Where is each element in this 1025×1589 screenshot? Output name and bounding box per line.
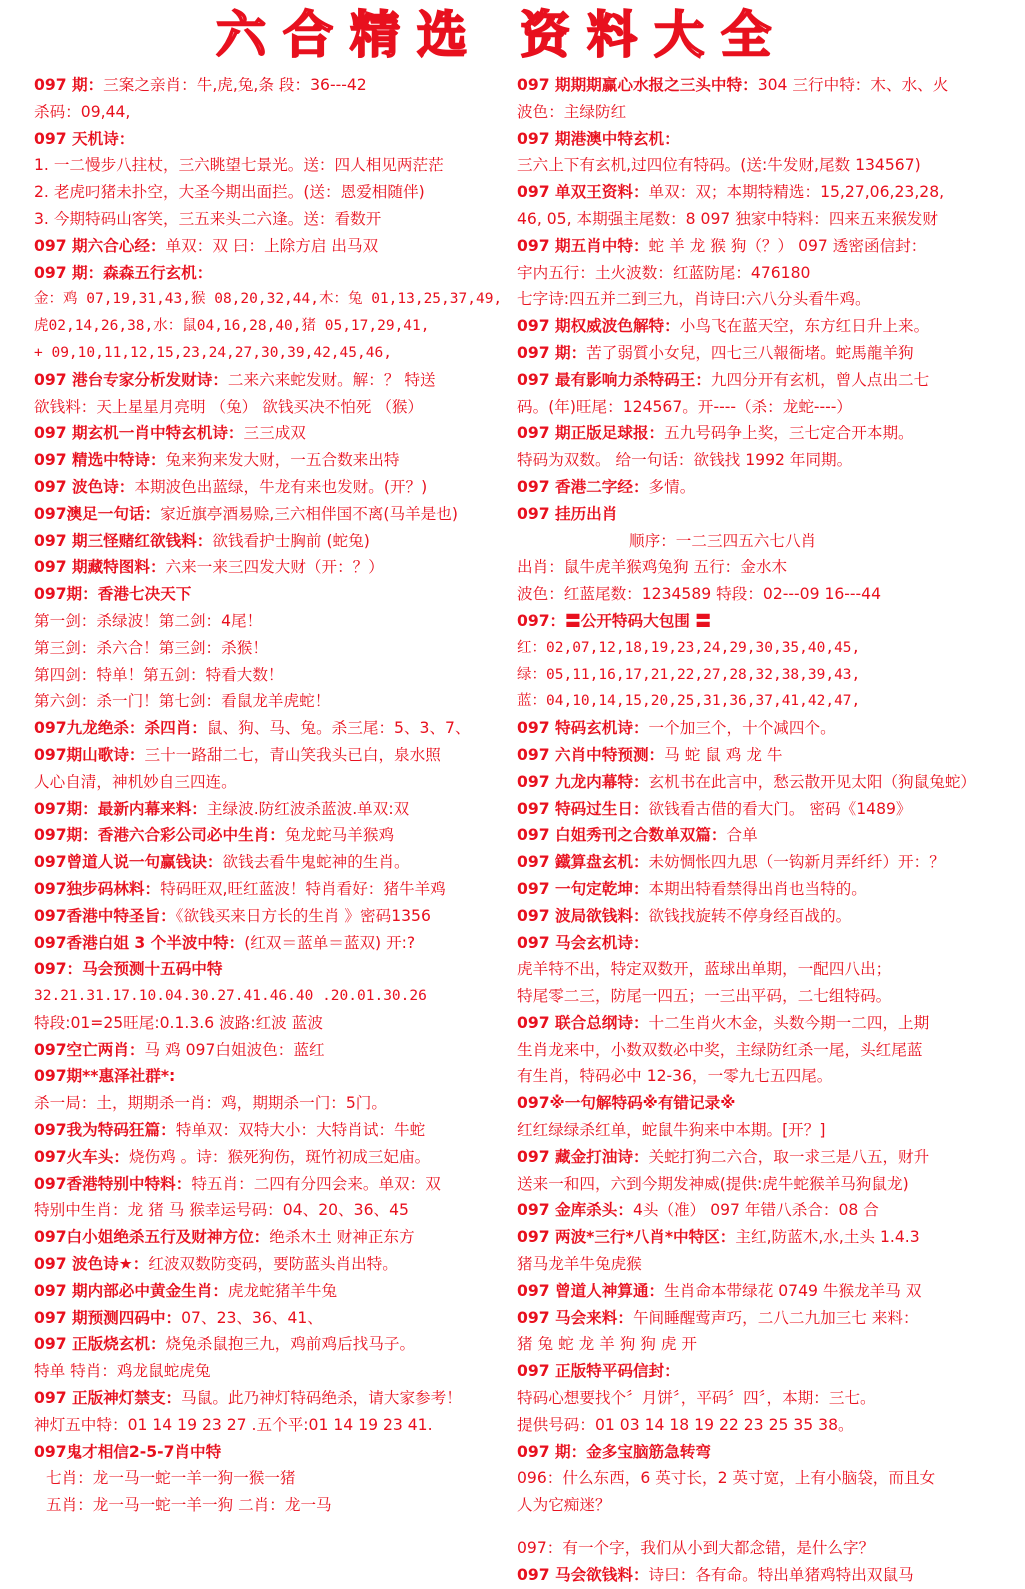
left-text-line xyxy=(34,152,522,179)
line-text: + 09,10,11,12,15,23,24,27,30,39,42,45,46, xyxy=(34,344,392,361)
line-text: 生肖龙来中，小数双数必中奖，主绿防红杀一尾，头红尾蓝 xyxy=(517,1040,923,1059)
line-text: 欲钱料：天上星星月亮明 （兔） 欲钱买决不怕死 （猴） xyxy=(34,397,424,416)
line-heading: 097 正版特平码信封： xyxy=(517,1362,680,1381)
right-text-line xyxy=(517,1535,997,1562)
line-heading: 097独步码林料： xyxy=(34,879,161,898)
right-text-line xyxy=(517,99,997,126)
line-text: 三六上下有玄机,过四位有特码。(送:牛发财,尾数 134567) xyxy=(517,156,921,175)
line-text: 三案之亲肖：牛,虎,兔,条 段：36---42 xyxy=(103,76,367,94)
line-heading: 097 期六合心经： xyxy=(34,236,166,255)
right-text-line xyxy=(517,769,997,796)
line-text: 本期出特看禁得出肖也当特的。 xyxy=(648,879,867,898)
line-text: 九四分开有玄机，曾人点出二七 xyxy=(710,370,930,389)
line-text: 4头（准） 097 年错八杀合：08 合 xyxy=(632,1201,879,1220)
line-text: 欲钱去看牛鬼蛇神的生肖。 xyxy=(222,853,410,872)
line-text: 猪 兔 蛇 龙 羊 狗 狗 虎 开 xyxy=(517,1335,697,1354)
line-heading: 097 六肖中特预测： xyxy=(517,745,665,764)
line-heading: 097我为特码狂篇： xyxy=(34,1121,176,1140)
right-text-line xyxy=(517,1331,997,1358)
title-char: 全 xyxy=(721,5,771,64)
page-title xyxy=(0,6,1025,64)
right-text-line xyxy=(517,822,997,849)
line-text: 特码心想要找个〞月饼〞，平码〞四〞，本期：三七。 xyxy=(517,1389,876,1408)
line-text: 主红,防蓝木,水,土头 1.4.3 xyxy=(735,1228,920,1247)
left-text-line xyxy=(34,1492,522,1519)
line-text: 宇内五行：土火波数：红蓝防尾：476180 xyxy=(517,263,811,282)
line-text: 1. 一二慢步八拄杖，三六眺望七景光。送：四人相见两茫茫 xyxy=(34,156,444,175)
line-text: 特码旺双,旺红蓝波！特肖看好：猪牛羊鸡 xyxy=(160,879,446,898)
left-text-line xyxy=(34,554,522,581)
line-heading: 097 波局欲钱料： xyxy=(517,906,649,925)
line-text: 人心自清，神机妙自三四连。 xyxy=(34,772,237,791)
left-text-line xyxy=(34,983,522,1010)
right-text-line xyxy=(517,1224,997,1251)
line-heading: 097 联合总纲诗： xyxy=(517,1013,649,1032)
line-heading: 097期：香港六合彩公司必中生肖： xyxy=(34,826,285,845)
line-text: 虎龙蛇猪羊牛兔 xyxy=(227,1281,338,1300)
right-text-line xyxy=(517,394,997,421)
line-text: 玄机书在此言中，愁云散开见太阳（狗鼠兔蛇） xyxy=(648,772,977,791)
line-text: 红波双数防变码，要防蓝头肖出特。 xyxy=(148,1255,398,1274)
line-text: 三三成双 xyxy=(243,424,306,443)
line-text: 46, 05, 本期强主尾数：8 097 独家中特料：四来五来猴发财 xyxy=(517,209,938,228)
line-text: 一个加三个，十个减四个。 xyxy=(648,719,836,738)
left-text-line xyxy=(34,1465,522,1492)
line-text: 欲钱看古借的看大门。 密码《1489》 xyxy=(648,799,912,818)
right-text-line xyxy=(517,179,997,206)
right-text-line xyxy=(517,420,997,447)
line-heading: 097 港台专家分析发财诗： xyxy=(34,370,228,389)
line-heading: 097※一句解特码※有错记录※ xyxy=(517,1094,736,1113)
line-heading: 097 期三怪赌红欲钱料： xyxy=(34,531,213,550)
right-text-line xyxy=(517,340,997,367)
line-text: 鼠、狗、马、兔。杀三尾：5、3、7、 xyxy=(206,719,471,738)
line-heading: 097鬼才相信2-5-7肖中特 xyxy=(34,1442,222,1461)
line-text: 合单 xyxy=(726,826,758,845)
line-text: 本期波色出蓝绿，牛龙有来也发财。(开？) xyxy=(134,477,428,496)
line-text: 绿：05,11,16,17,21,22,27,28,32,38,39,43, xyxy=(517,666,861,683)
line-heading: 097 九龙内幕特： xyxy=(517,772,649,791)
left-text-line xyxy=(34,1251,522,1278)
line-heading: 097 期：森森五行玄机： xyxy=(34,263,213,282)
line-text: 07、23、36、41、 xyxy=(181,1308,323,1327)
left-text-line xyxy=(34,608,522,635)
line-heading: 097期**惠泽社群*: xyxy=(34,1067,176,1086)
right-text-line xyxy=(517,876,997,903)
left-text-line xyxy=(34,715,522,742)
left-text-line xyxy=(34,72,522,99)
line-heading: 097 金库杀头： xyxy=(517,1201,633,1220)
line-heading: 097 最有影响力杀特码王： xyxy=(517,370,711,389)
right-text-line xyxy=(517,554,997,581)
left-text-line xyxy=(34,769,522,796)
line-text: 提供号码：01 03 14 18 19 22 23 25 35 38。 xyxy=(517,1415,854,1434)
line-heading: 097期山歌诗： xyxy=(34,745,145,764)
line-text: 蓝：04,10,14,15,20,25,31,36,37,41,42,47, xyxy=(517,693,861,710)
left-text-line xyxy=(34,635,522,662)
title-char: 资 xyxy=(520,5,570,64)
line-heading: 097 两波*三行*八肖*中特区： xyxy=(517,1228,736,1247)
right-text-line xyxy=(517,1278,997,1305)
line-text: 顺序：一二三四五六七八肖 xyxy=(629,531,817,550)
title-char: 六 xyxy=(216,5,266,64)
line-text: 小鸟飞在蓝天空，东方红日升上来。 xyxy=(679,317,930,336)
right-text-line xyxy=(517,1090,997,1117)
line-text: 第一剑：杀绿波！第二剑：4尾！ xyxy=(34,611,263,630)
left-text-line xyxy=(34,340,522,367)
line-text: 特码为双数。 给一句话：欲钱找 1992 年同期。 xyxy=(517,451,853,470)
line-heading: 097 期内部必中黄金生肖： xyxy=(34,1281,228,1300)
right-text-line xyxy=(517,796,997,823)
left-text-line xyxy=(34,662,522,689)
line-text: 五肖：龙一马一蛇一羊一狗 二肖：龙一马 xyxy=(46,1496,332,1515)
line-text: 兔龙蛇马羊猴鸡 xyxy=(284,826,395,845)
right-text-line xyxy=(517,1562,997,1589)
line-heading: 097 挂历出肖 xyxy=(517,504,618,523)
line-heading: 097：马会预测十五码中特 xyxy=(34,960,223,979)
line-heading: 097 期藏特图料： xyxy=(34,558,166,577)
left-text-line xyxy=(34,447,522,474)
right-text-line xyxy=(517,956,997,983)
right-text-line xyxy=(517,1492,997,1519)
line-text: 多情。 xyxy=(648,477,696,496)
line-text: 苦了弱質小女兒，四七三八報衙堵。蛇馬龍羊狗 xyxy=(586,343,914,362)
line-heading: 097空亡两肖： xyxy=(34,1040,145,1059)
right-text-line xyxy=(517,447,997,474)
line-heading: 097 期权威波色解特： xyxy=(517,317,680,336)
right-text-line xyxy=(517,152,997,179)
line-text: 第三剑：杀六合！第三剑：杀猴！ xyxy=(34,638,268,657)
left-text-line xyxy=(34,286,522,313)
line-heading: 097 藏金打油诗： xyxy=(517,1147,649,1166)
left-text-line xyxy=(34,1010,522,1037)
line-text: (红双＝蓝单＝蓝双) 开:? xyxy=(244,933,416,952)
left-text-line xyxy=(34,420,522,447)
line-heading: 097 期正版足球报： xyxy=(517,424,665,443)
line-text: 特五肖：二四有分四会来。单双：双 xyxy=(191,1174,441,1193)
line-text: 马鼠。此乃神灯特码绝杀，请大家参考！ xyxy=(181,1389,462,1408)
line-text: 猪马龙羊牛兔虎猴 xyxy=(517,1255,642,1274)
line-text: 烧兔杀鼠抱三九，鸡前鸡后找马子。 xyxy=(165,1335,416,1354)
line-heading: 097 白姐秀刊之合数单双篇： xyxy=(517,826,727,845)
line-heading: 097 精选中特诗： xyxy=(34,451,166,470)
left-text-line xyxy=(34,206,522,233)
line-heading: 097 香港二字经： xyxy=(517,477,649,496)
line-text: 虎02,14,26,38,水：鼠04,16,28,40,猪 05,17,29,41, xyxy=(34,318,430,335)
line-text: 六来一来三四发大财（开：？） xyxy=(165,558,384,577)
left-text-line xyxy=(34,1331,522,1358)
line-text: 十二生肖火木金，头数今期一二四，上期 xyxy=(648,1013,930,1032)
line-text: 五九号码争上奖，三七定合开本期。 xyxy=(664,424,914,443)
line-text: 097：有一个字，我们从小到大都念错，是什么字？ xyxy=(517,1539,875,1558)
right-text-line xyxy=(517,688,997,715)
line-heading: 097 鐵算盘玄机： xyxy=(517,853,649,872)
line-heading: 097 期预测四码中： xyxy=(34,1308,182,1327)
line-text: 特单 特肖：鸡龙鼠蛇虎兔 xyxy=(34,1362,211,1381)
line-heading: 097 单双王资料： xyxy=(517,183,649,202)
left-text-line xyxy=(34,956,522,983)
left-text-line xyxy=(34,1037,522,1064)
line-text: 欲钱看护士胸前 (蛇兔) xyxy=(212,531,370,550)
left-text-line xyxy=(34,474,522,501)
right-text-line xyxy=(517,1305,997,1332)
right-text-line xyxy=(517,608,997,635)
right-text-line xyxy=(517,367,997,394)
line-heading: 097白小姐绝杀五行及财神方位： xyxy=(34,1228,270,1247)
line-text: 特尾零二三，防尾一四五；一三出平码，二七组特码。 xyxy=(517,987,892,1006)
line-text: 马 蛇 鼠 鸡 龙 牛 xyxy=(664,745,783,764)
right-text-line xyxy=(517,1439,997,1466)
right-text-line xyxy=(517,1358,997,1385)
line-text: 烧伤鸡 。诗：猴死狗伤，斑竹初成三妃庙。 xyxy=(128,1147,431,1166)
line-text: 特单双：双特大小：大特肖试：牛蛇 xyxy=(175,1121,426,1140)
line-text: 七字诗:四五并二到三九，肖诗曰:六八分头看牛鸡。 xyxy=(517,290,871,309)
title-char: 选 xyxy=(417,5,467,64)
left-text-line xyxy=(34,903,522,930)
line-heading: 097 马会玄机诗： xyxy=(517,933,649,952)
line-heading: 097 一句定乾坤： xyxy=(517,879,649,898)
left-text-line xyxy=(34,1144,522,1171)
line-text: 单双：双；本期特精选：15,27,06,23,28, xyxy=(648,183,945,202)
line-text: 特段:01=25旺尾:0.1.3.6 波路:红波 蓝波 xyxy=(34,1013,323,1032)
right-text-line xyxy=(517,1144,997,1171)
left-column xyxy=(34,72,522,1519)
line-heading: 097香港特别中特料： xyxy=(34,1174,192,1193)
right-text-line xyxy=(517,126,997,153)
line-text: 欲钱找旋转不停身经百战的。 xyxy=(648,906,852,925)
line-heading: 097 正版烧玄机： xyxy=(34,1335,166,1354)
right-text-line xyxy=(517,1010,997,1037)
left-text-line xyxy=(34,1439,522,1466)
line-text: 送来一和四，六到今期发神威(提供:虎牛蛇猴羊马狗鼠龙) xyxy=(517,1174,909,1193)
line-heading: 097曾道人说一句赢钱诀： xyxy=(34,853,223,872)
left-text-line xyxy=(34,1305,522,1332)
line-text: 《欲钱买来日方长的生肖 》密码1356 xyxy=(175,906,431,925)
left-text-line xyxy=(34,179,522,206)
line-heading: 097 马会来料： xyxy=(517,1308,633,1327)
line-text: 虎羊特不出，特定双数开，蓝球出单期，一配四八出； xyxy=(517,960,892,979)
line-gap xyxy=(517,1519,997,1535)
right-text-line xyxy=(517,1063,997,1090)
line-text: 杀一局：土，期期杀一肖：鸡，期期杀一门：5门。 xyxy=(34,1094,387,1113)
left-text-line xyxy=(34,876,522,903)
left-text-line xyxy=(34,126,522,153)
left-text-line xyxy=(34,742,522,769)
right-text-line xyxy=(517,1197,997,1224)
left-text-line xyxy=(34,930,522,957)
line-text: 特别中生肖：龙 猪 马 猴幸运号码：04、20、36、45 xyxy=(34,1201,409,1220)
title-char: 料 xyxy=(587,5,637,64)
title-char: 大 xyxy=(654,5,704,64)
line-text: 红红绿绿杀红单，蛇鼠牛狗来中本期。[开？] xyxy=(517,1121,826,1140)
line-text: 波色：红蓝尾数：1234589 特段：02---09 16---44 xyxy=(517,585,882,604)
right-text-line xyxy=(517,206,997,233)
line-text: 096：什么东西，6 英寸长，2 英寸宽，上有小脑袋，而且女 xyxy=(517,1469,936,1488)
right-column xyxy=(517,72,997,1589)
line-heading: 097 期： xyxy=(34,76,104,94)
line-heading: 097香港白姐 3 个半波中特： xyxy=(34,933,245,952)
line-heading: 097期：香港七决天下 xyxy=(34,585,192,604)
line-text: 单双：双 曰：上除方启 出马双 xyxy=(165,236,379,255)
left-text-line xyxy=(34,1278,522,1305)
left-text-line xyxy=(34,99,522,126)
right-text-line xyxy=(517,930,997,957)
line-heading: 097 马会欲钱料： xyxy=(517,1565,649,1584)
right-text-line xyxy=(517,1037,997,1064)
line-text: 蛇 羊 龙 猴 狗（？） 097 透密函信封： xyxy=(648,236,927,255)
right-text-line xyxy=(517,72,997,99)
left-text-line xyxy=(34,1117,522,1144)
line-text: 人为它痴迷？ xyxy=(517,1496,611,1515)
left-text-line xyxy=(34,1412,522,1439)
right-text-line xyxy=(517,528,997,555)
line-text: 3. 今期特码山客笑，三五来头二六逢。送：看数开 xyxy=(34,209,382,228)
line-text: 未妨惆怅四九思（一钩新月弄纤纤）开：？ xyxy=(648,853,945,872)
line-heading: 097 期期期赢心水报之三头中特： xyxy=(517,76,758,94)
right-text-line xyxy=(517,635,997,662)
line-text: 杀码：09,44, xyxy=(34,102,131,121)
right-text-line xyxy=(517,1171,997,1198)
line-text: 关蛇打狗二六合，取一求三是八五，财升 xyxy=(648,1147,930,1166)
right-text-line xyxy=(517,1251,997,1278)
right-text-line xyxy=(517,474,997,501)
line-heading: 097澳足一句话： xyxy=(34,504,161,523)
line-heading: 097火车头： xyxy=(34,1147,129,1166)
left-text-line xyxy=(34,1171,522,1198)
right-text-line xyxy=(517,233,997,260)
right-text-line xyxy=(517,715,997,742)
right-text-line xyxy=(517,903,997,930)
left-text-line xyxy=(34,688,522,715)
line-text: 2. 老虎叼猪未扑空，大圣今期出面拦。(送：恩爱相随伴) xyxy=(34,183,425,202)
line-text: 码。(年)旺尾：124567。开----（杀：龙蛇----） xyxy=(517,397,853,416)
line-text: 红：02,07,12,18,19,23,24,29,30,35,40,45, xyxy=(517,639,861,656)
left-text-line xyxy=(34,313,522,340)
line-text: 诗曰：各有命。特出单猪鸡特出双鼠马 xyxy=(648,1565,914,1584)
line-heading: 097 波色诗： xyxy=(34,477,135,496)
line-text: 家近旗亭酒易赊,三六相伴国不离(马羊是也) xyxy=(160,504,458,523)
line-text: 马 鸡 097白姐波色：蓝红 xyxy=(144,1040,325,1059)
left-text-line xyxy=(34,1197,522,1224)
line-text: 32.21.31.17.10.04.30.27.41.46.40 .20.01.30.26 xyxy=(34,988,427,1005)
line-heading: 097 期玄机一肖中特玄机诗： xyxy=(34,424,244,443)
left-text-line xyxy=(34,260,522,287)
right-text-line xyxy=(517,662,997,689)
line-heading: 097 期港澳中特玄机： xyxy=(517,129,680,148)
line-text: 304 三行中特：木、水、火 xyxy=(757,76,949,94)
right-text-line xyxy=(517,1465,997,1492)
left-text-line xyxy=(34,1385,522,1412)
left-text-line xyxy=(34,501,522,528)
line-heading: 097香港中特圣旨： xyxy=(34,906,176,925)
title-char: 精 xyxy=(350,5,400,64)
line-text: 金：鸡 07,19,31,43,猴 08,20,32,44,木：兔 01,13,25,37,49, xyxy=(34,291,503,308)
right-text-line xyxy=(517,1412,997,1439)
line-text: 神灯五中特：01 14 19 23 27 .五个平:01 14 19 23 41. xyxy=(34,1415,433,1434)
line-heading: 097 期：金多宝脑筋急转弯 xyxy=(517,1442,711,1461)
line-text: 第六剑：杀一门！第七剑：看鼠龙羊虎蛇！ xyxy=(34,692,331,711)
line-heading: 097 期： xyxy=(517,343,587,362)
left-text-line xyxy=(34,394,522,421)
line-text: 生肖命本带绿花 0749 牛猴龙羊马 双 xyxy=(664,1281,922,1300)
left-text-line xyxy=(34,581,522,608)
title-char: 合 xyxy=(283,5,333,64)
line-heading: 097 特码过生日： xyxy=(517,799,649,818)
left-text-line xyxy=(34,1358,522,1385)
line-heading: 097 正版神灯禁支： xyxy=(34,1389,182,1408)
left-text-line xyxy=(34,1063,522,1090)
left-text-line xyxy=(34,233,522,260)
line-heading: 097：〓公开特码大包围 〓 xyxy=(517,611,711,630)
line-text: 绝杀木土 财神正东方 xyxy=(269,1228,415,1247)
line-text: 波色：主绿防红 xyxy=(517,102,627,121)
line-text: 七肖：龙一马一蛇一羊一狗一猴一猪 xyxy=(46,1469,296,1488)
right-text-line xyxy=(517,581,997,608)
left-text-line xyxy=(34,849,522,876)
line-text: 三十一路甜二七，青山笑我头已白，泉水照 xyxy=(144,745,441,764)
line-text: 第四剑：特单！第五剑：特看大数！ xyxy=(34,665,284,684)
line-heading: 097 天机诗： xyxy=(34,129,135,148)
left-text-line xyxy=(34,1090,522,1117)
line-text: 有生肖，特码必中 12-36，一零九七五四尾。 xyxy=(517,1067,833,1086)
right-text-line xyxy=(517,1117,997,1144)
line-text: 出肖：鼠牛虎羊猴鸡兔狗 五行：金水木 xyxy=(517,558,788,577)
line-heading: 097 波色诗★： xyxy=(34,1255,149,1274)
right-text-line xyxy=(517,501,997,528)
left-text-line xyxy=(34,528,522,555)
right-text-line xyxy=(517,286,997,313)
left-text-line xyxy=(34,822,522,849)
line-heading: 097 曾道人神算通： xyxy=(517,1281,665,1300)
right-text-line xyxy=(517,313,997,340)
left-text-line xyxy=(34,367,522,394)
line-heading: 097 期五肖中特： xyxy=(517,236,649,255)
line-heading: 097 特码玄机诗： xyxy=(517,719,649,738)
right-text-line xyxy=(517,849,997,876)
right-text-line xyxy=(517,983,997,1010)
line-text: 兔来狗来发大财，一五合数来出特 xyxy=(165,451,400,470)
right-text-line xyxy=(517,742,997,769)
line-text: 二来六来蛇发财。解：？ 特送 xyxy=(227,370,436,389)
left-text-line xyxy=(34,796,522,823)
line-heading: 097期：最新内幕来料： xyxy=(34,799,207,818)
left-text-line xyxy=(34,1224,522,1251)
right-text-line xyxy=(517,1385,997,1412)
line-heading: 097九龙绝杀：杀四肖： xyxy=(34,719,207,738)
right-text-line xyxy=(517,260,997,287)
line-text: 午间睡醒莺声巧，二八二九加三七 来料： xyxy=(632,1308,919,1327)
line-text: 主绿波.防红波杀蓝波.单双:双 xyxy=(206,799,410,818)
